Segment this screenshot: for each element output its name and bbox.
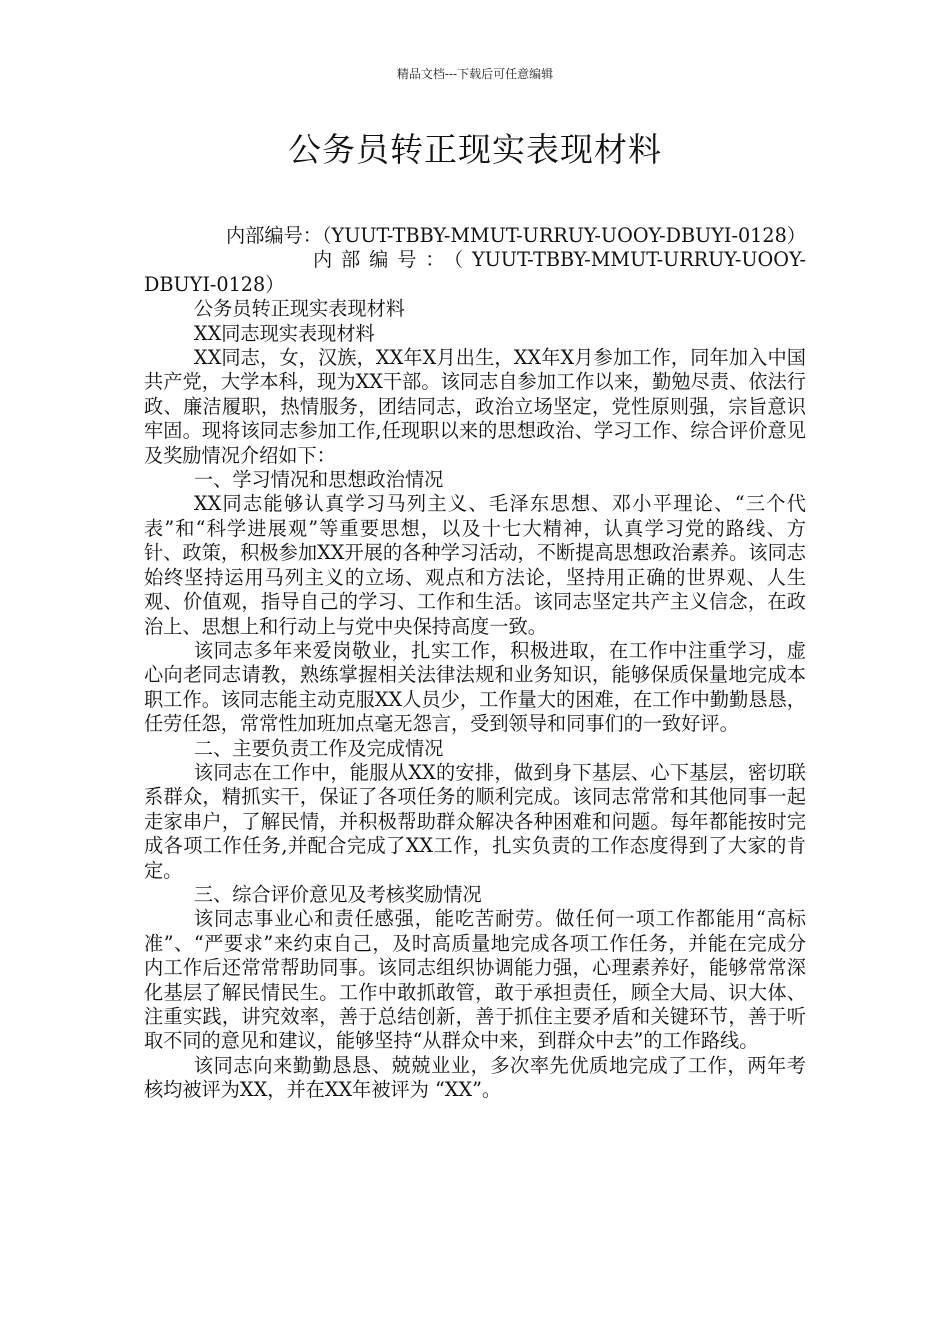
section-1-paragraph-1: XX同志能够认真学习马列主义、毛泽东思想、邓小平理论、“三个代表”和“科学进展观”等重要思想，以及十七大精神，认真学习党的路线、方针、政策，积极参加XX开展的各种学习活动，不断提高思想政治素养。该同志始终坚持运用马列主义的立场、观点和方法论，坚持用正确的世界观、人生观、价值观，指导自己的学习、工作和生活。该同志坚定共产主义信念，在政治上、思想上和行动上与党中央保持高度一致。 bbox=[144, 492, 806, 638]
intro-paragraph: XX同志，女，汉族，XX年X月出生，XX年X月参加工作，同年加入中国共产党，大学本科，现为XX干部。该同志自参加工作以来，勤勉尽责、依法行政、廉洁履职，热情服务，团结同志，政治立场坚定，党性原则强，宗旨意识牢固。现将该同志参加工作,任现职以来的思想政治、学习工作、综合评价意见及奖励情况介绍如下： bbox=[144, 346, 806, 467]
internal-code-line-2: 内部编号：（YUUT-TBBY-MMUT-URRUY-UOOY-DBUYI-0128） bbox=[144, 248, 806, 296]
subtitle-paragraph: 公务员转正现实表现材料 bbox=[193, 297, 405, 321]
document-title: 公务员转正现实表现材料 bbox=[288, 130, 662, 169]
section-3-paragraph-2: 该同志向来勤勤恳恳、兢兢业业，多次率先优质地完成了工作，两年考核均被评为XX，并在XX年被评为 “XX”。 bbox=[144, 1053, 806, 1102]
section-1-paragraph-2: 该同志多年来爱岗敬业，扎实工作，积极进取，在工作中注重学习，虚心向老同志请教，熟练掌握相关法律法规和业务知识，能够保质保量地完成本职工作。该同志能主动克服XX人员少，工作量大的困难，在工作中勤勤恳恳，任劳任怨，常常性加班加点毫无怨言，受到领导和同事们的一致好评。 bbox=[144, 638, 806, 736]
page-header-note: 精品文档---下载后可任意编辑 bbox=[396, 67, 554, 81]
document-body bbox=[144, 224, 806, 1103]
section-3-paragraph-1: 该同志事业心和责任感强，能吃苦耐劳。做任何一项工作都能用“高标准”、“严要求”来约束自己，及时高质量地完成各项工作任务，并能在完成分内工作后还常常帮助同事。该同志组织协调能力强，心理素养好，能够常常深化基层了解民情民生。工作中敢抓敢管，敢于承担责任，顾全大局、识大体、注重实践，讲究效率，善于总结创新，善于抓住主要矛盾和关键环节，善于听取不同的意见和建议，能够坚持“从群众中来，到群众中去”的工作路线。 bbox=[144, 907, 806, 1053]
section-2-paragraph: 该同志在工作中，能服从XX的安排，做到身下基层、心下基层，密切联系群众，精抓实干，保证了各项任务的顺利完成。该同志常常和其他同事一起走家串户，了解民情，并积极帮助群众解决各种困难和问题。每年都能按时完成各项工作任务,并配合完成了XX工作，扎实负责的工作态度得到了大家的肯定。 bbox=[144, 760, 806, 882]
internal-code-line-1: 内部编号：（YUUT-TBBY-MMUT-URRUY-UOOY-DBUYI-0128） bbox=[226, 224, 806, 247]
section-1-heading: 一、学习情况和思想政治情况 bbox=[193, 468, 444, 492]
material-heading-paragraph: XX同志现实表现材料 bbox=[193, 321, 375, 345]
section-3-heading: 三、综合评价意见及考核奖励情况 bbox=[193, 882, 482, 906]
section-2-heading: 二、主要负责工作及完成情况 bbox=[193, 736, 444, 760]
